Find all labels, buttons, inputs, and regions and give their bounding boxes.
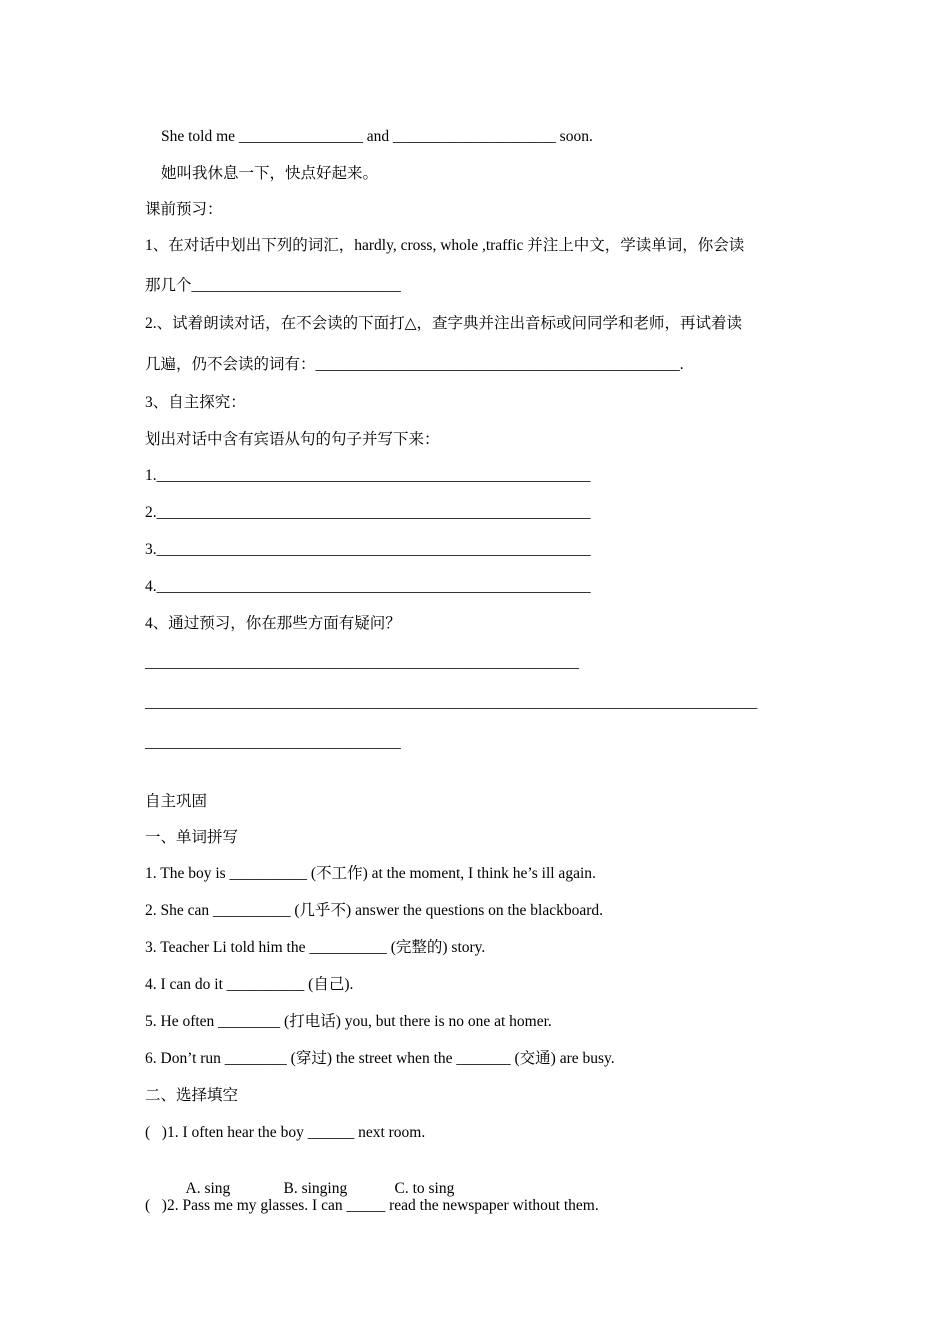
spelling-item: 1. The boy is __________ (不工作) at the moment, I think he’s ill again. <box>145 865 596 882</box>
answer-blank-line: 4.________________________________________________________ <box>145 578 591 595</box>
spelling-item: 3. Teacher Li told him the __________ (完整的) story. <box>145 939 486 956</box>
section-1-title: 一、单词拼写 <box>145 829 239 846</box>
preview-item-2-line-2: 几遍，仍不会读的词有：_______________________________________________. <box>145 356 684 373</box>
choice-question-2: ( )2. Pass me my glasses. I can _____ read the newspaper without them. <box>145 1197 599 1214</box>
preview-item-1-line-1: 1、在对话中划出下列的词汇，hardly, cross, whole ,traffic 并注上中文，学读单词，你会读 <box>145 237 745 254</box>
spelling-item: 4. I can do it __________ (自己). <box>145 976 354 993</box>
answer-blank-line: 2.________________________________________________________ <box>145 504 591 521</box>
preview-item-3-heading: 3、自主探究： <box>145 394 246 411</box>
section-2-title: 二、选择填空 <box>145 1087 239 1104</box>
answer-blank-line: 1.________________________________________________________ <box>145 467 591 484</box>
preview-item-1-line-2: 那几个___________________________ <box>145 277 401 294</box>
option-b: B. singing <box>283 1180 348 1197</box>
question-blank-line: _______________________________________________________________________________ <box>145 694 758 711</box>
option-c: C. to sing <box>394 1180 455 1197</box>
question-blank-line: _________________________________ <box>145 734 401 751</box>
spelling-item: 2. She can __________ (几乎不) answer the questions on the blackboard. <box>145 902 604 919</box>
preview-heading: 课前预习： <box>145 201 223 218</box>
question-blank-line: ________________________________________________________ <box>145 654 579 671</box>
spelling-item: 6. Don’t run ________ (穿过) the street when the _______ (交通) are busy. <box>145 1050 615 1067</box>
consolidation-heading: 自主巩固 <box>145 793 208 810</box>
spelling-item: 5. He often ________ (打电话) you, but there is no one at homer. <box>145 1013 552 1030</box>
answer-blank-line: 3.________________________________________________________ <box>145 541 591 558</box>
intro-sentence: She told me ________________ and _____________________ soon. <box>161 128 593 145</box>
preview-item-4-heading: 4、通过预习，你在那些方面有疑问？ <box>145 615 401 632</box>
choice-question-1: ( )1. I often hear the boy ______ next room. <box>145 1124 426 1141</box>
option-a: A. sing <box>185 1180 231 1197</box>
preview-item-3-instruction: 划出对话中含有宾语从句的句子并写下来： <box>145 431 440 448</box>
preview-item-2-line-1: 2.、试着朗读对话，在不会读的下面打△，查字典并注出音标或问同学和老师，再试着读 <box>145 315 743 332</box>
intro-translation: 她叫我休息一下，快点好起来。 <box>161 165 379 182</box>
